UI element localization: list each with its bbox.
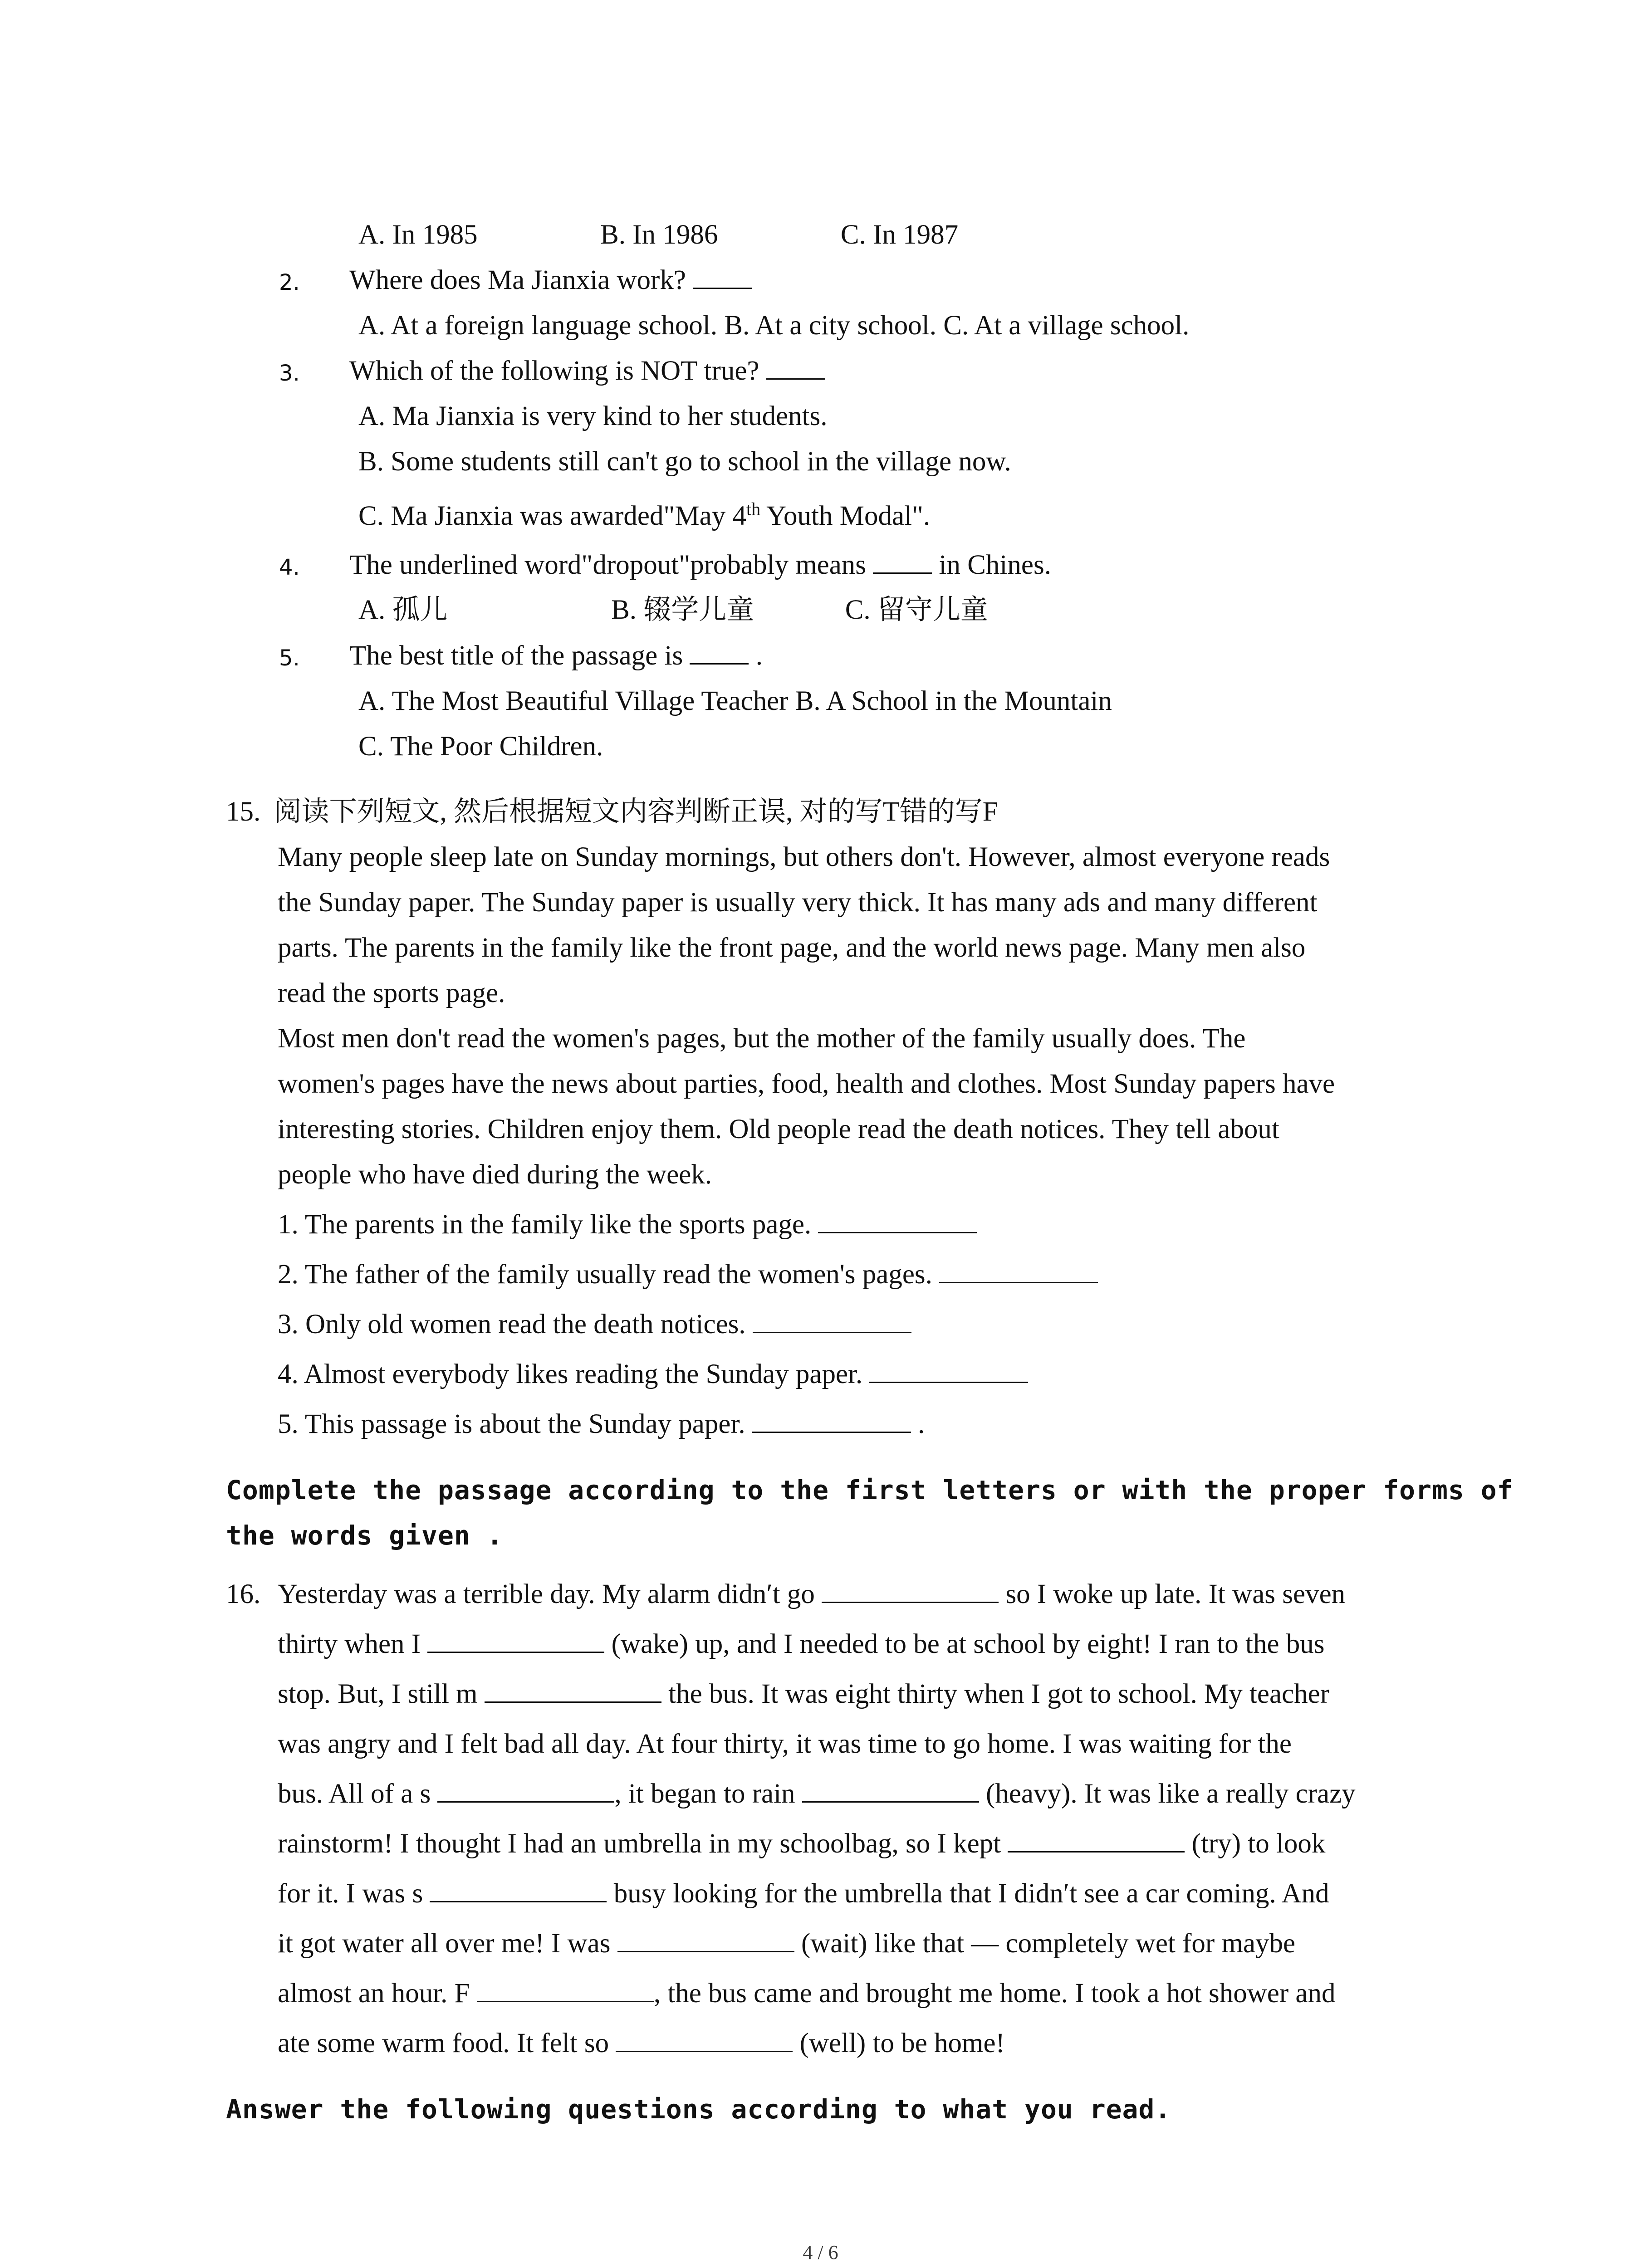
answer-blank[interactable] [693, 264, 752, 289]
q15-passage-line: Most men don't read the women's pages, but the mother of the family usually does. The [278, 1023, 1246, 1054]
q15-passage-line: the Sunday paper. The Sunday paper is usually very thick. It has many ads and many different [278, 887, 1318, 918]
q15-passage-line: people who have died during the week. [278, 1159, 712, 1190]
q15-number: 15. [226, 797, 261, 827]
q1-option-a: A. In 1985 [358, 220, 478, 250]
answer-blank[interactable] [752, 1408, 911, 1433]
q1-option-c: C. In 1987 [840, 220, 959, 250]
q5-number: 5. [279, 645, 300, 671]
answer-blank[interactable] [802, 1778, 979, 1803]
q1-option-b: B. In 1986 [600, 220, 718, 250]
q16-line: almost an hour. F , the bus came and brought me home. I took a hot shower and [278, 1978, 1336, 2009]
answer-blank[interactable] [822, 1578, 999, 1603]
q3-option-b: B. Some students still can't go to school in the village now. [358, 446, 1011, 477]
q4-question: The underlined word"dropout"probably means in Chines. [349, 550, 1051, 580]
q3-question: Which of the following is NOT true? [349, 353, 825, 389]
section-heading-answer: Answer the following questions according to what you read. [226, 2094, 1171, 2125]
answer-blank[interactable] [1008, 1828, 1185, 1853]
q5-option-c: C. The Poor Children. [358, 731, 603, 762]
q15-statement: 2. The father of the family usually read the women's pages. [278, 1256, 1098, 1293]
answer-blank[interactable] [869, 1358, 1028, 1383]
q16-line: it got water all over me! I was (wait) like that — completely wet for maybe [278, 1928, 1296, 1959]
section-heading: Complete the passage according to the first letters or with the proper forms of [226, 1475, 1514, 1505]
answer-blank[interactable] [766, 355, 825, 380]
answer-blank[interactable] [873, 549, 932, 574]
answer-blank[interactable] [690, 640, 749, 665]
q4-option-b: B. 辍学儿童 [611, 595, 754, 625]
q16-line: thirty when I (wake) up, and I needed to be at school by eight! I ran to the bus [278, 1629, 1325, 1659]
q3-option-a: A. Ma Jianxia is very kind to her students. [358, 401, 828, 431]
q15-passage-line: interesting stories. Children enjoy them. Old people read the death notices. They tell about [278, 1114, 1279, 1144]
q5-question: The best title of the passage is . [349, 640, 763, 671]
q16-line: rainstorm! I thought I had an umbrella in my schoolbag, so I kept (try) to look [278, 1828, 1326, 1859]
q15-instruction: 阅读下列短文, 然后根据短文内容判断正误, 对的写T错的写F [274, 797, 998, 827]
q15-passage-line: parts. The parents in the family like the front page, and the world news page. Many men also [278, 933, 1306, 963]
answer-blank[interactable] [939, 1258, 1098, 1283]
q15-header [226, 794, 998, 830]
q4-option-c: C. 留守儿童 [845, 595, 988, 625]
q15-passage-line: women's pages have the news about parties, food, health and clothes. Most Sunday papers have [278, 1069, 1335, 1099]
answer-blank[interactable] [753, 1308, 911, 1333]
answer-blank[interactable] [437, 1778, 614, 1803]
q3-number: 3. [279, 361, 300, 386]
answer-blank[interactable] [616, 2027, 793, 2052]
section-heading-cont: the words given . [226, 1520, 503, 1551]
q16-line: bus. All of a s , it began to rain (heavy). It was like a really crazy [278, 1779, 1356, 1809]
q1-options [358, 217, 958, 253]
q4-option-a: A. 孤儿 [358, 595, 448, 625]
q5-option-ab: A. The Most Beautiful Village Teacher B. A School in the Mountain [358, 686, 1112, 716]
answer-blank[interactable] [427, 1628, 604, 1653]
q16-number: 16. [226, 1579, 261, 1609]
answer-blank[interactable] [617, 1927, 794, 1952]
q15-statement: 3. Only old women read the death notices. [278, 1306, 911, 1343]
q4-number: 4. [279, 555, 300, 580]
q2-number: 2. [279, 270, 300, 295]
q15-passage-line: read the sports page. [278, 978, 505, 1008]
q15-passage-line: Many people sleep late on Sunday mornings, but others don't. However, almost everyone reads [278, 842, 1330, 872]
q15-statement: 1. The parents in the family like the sports page. [278, 1207, 977, 1243]
answer-blank[interactable] [477, 1977, 654, 2002]
q16-line: ate some warm food. It felt so (well) to be home! [278, 2028, 1005, 2058]
answer-blank[interactable] [818, 1208, 977, 1233]
q4-options [358, 592, 988, 628]
q15-statement: 5. This passage is about the Sunday paper. . [278, 1409, 925, 1439]
q16-line: stop. But, I still m the bus. It was eight thirty when I got to school. My teacher [278, 1679, 1330, 1709]
answer-blank[interactable] [485, 1678, 661, 1703]
q3-option-c: C. Ma Jianxia was awarded"May 4th Youth Modal". [358, 499, 931, 531]
q16-line: Yesterday was a terrible day. My alarm didn′t go so I woke up late. It was seven [278, 1579, 1346, 1609]
q2-question: Where does Ma Jianxia work? [349, 262, 752, 298]
answer-blank[interactable] [430, 1877, 607, 1902]
page-number: 4 / 6 [803, 2241, 838, 2263]
q16-line: for it. I was s busy looking for the umbrella that I didn′t see a car coming. And [278, 1878, 1329, 1909]
q15-statement: 4. Almost everybody likes reading the Sunday paper. [278, 1356, 1028, 1393]
q16-line: was angry and I felt bad all day. At four thirty, it was time to go home. I was waiting for the [278, 1729, 1292, 1759]
q2-options: A. At a foreign language school. B. At a city school. C. At a village school. [358, 310, 1190, 341]
